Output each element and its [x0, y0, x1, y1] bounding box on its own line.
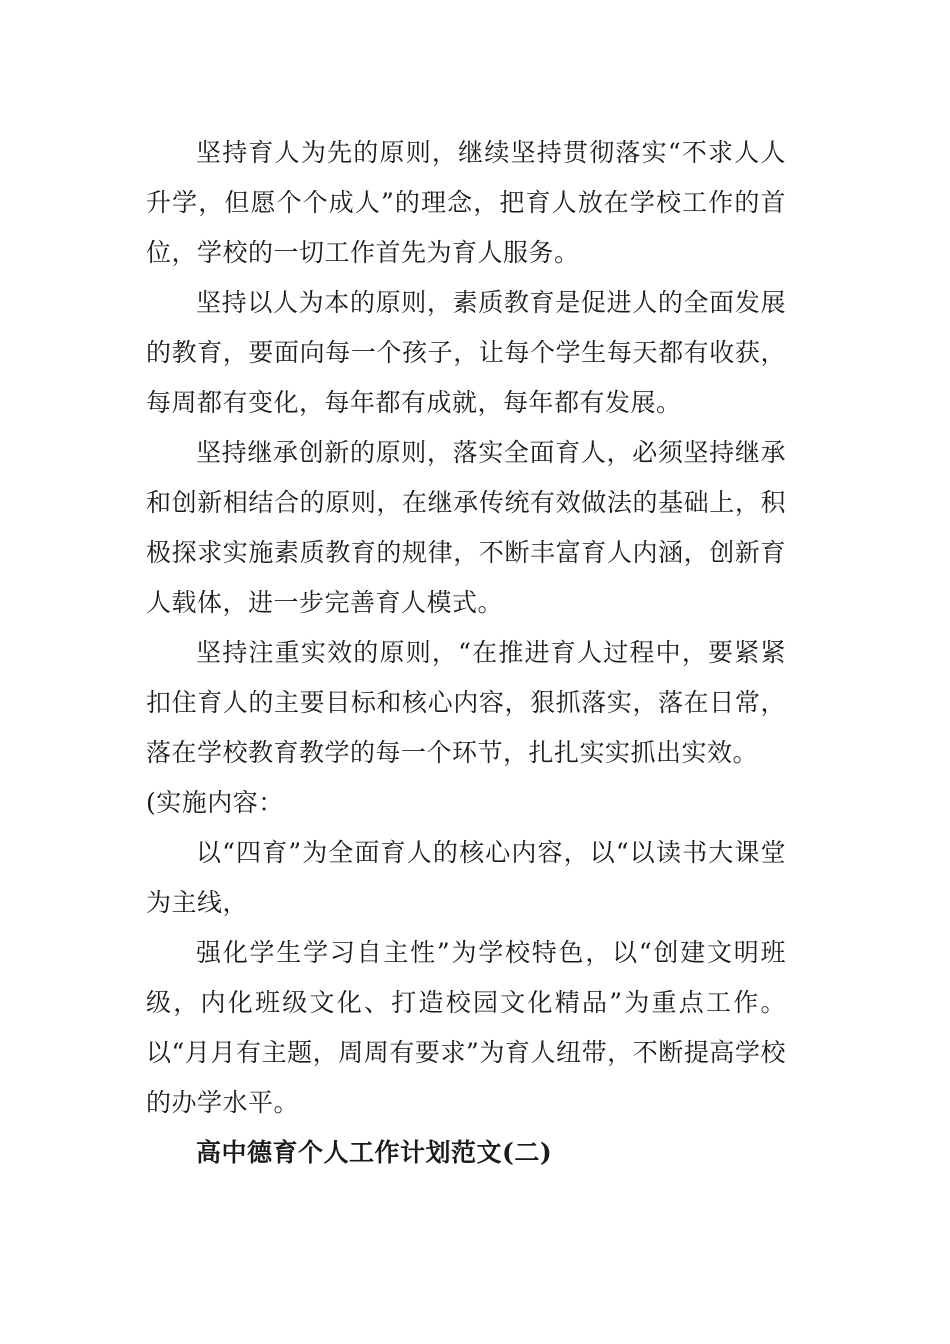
paragraph-3: 坚持继承创新的原则，落实全面育人，必须坚持继承和创新相结合的原则，在继承传统有效做法的基础上，积极探求实施素质教育的规律，不断丰富育人内涵，创新育人载体，进一步完善育人模式。 [146, 438, 786, 617]
paragraph-1: 坚持育人为先的原则，继续坚持贯彻落实“不求人人升学，但愿个个成人”的理念，把育人放在学校工作的首位，学校的一切工作首先为育人服务。 [146, 138, 786, 267]
paragraph-4: 坚持注重实效的原则，“在推进育人过程中，要紧紧扣住育人的主要目标和核心内容，狠抓落实，落在日常，落在学校教育教学的每一个环节，扎扎实实抓出实效。 [146, 638, 786, 767]
paragraph-2: 坚持以人为本的原则，素质教育是促进人的全面发展的教育，要面向每一个孩子，让每个学生每天都有收获，每周都有变化，每年都有成就，每年都有发展。 [146, 288, 786, 417]
section-label: (实施内容： [146, 788, 284, 817]
document-page [146, 128, 786, 1178]
paragraph-6: 强化学生学习自主性”为学校特色，以“创建文明班级，内化班级文化、打造校园文化精品”为重点工作。以“月月有主题，周周有要求”为育人纽带，不断提高学校的办学水平。 [146, 938, 786, 1117]
paragraph-5: 以“四育”为全面育人的核心内容，以“以读书大课堂为主线， [146, 838, 786, 917]
section-heading: 高中德育个人工作计划范文(二) [196, 1138, 553, 1167]
